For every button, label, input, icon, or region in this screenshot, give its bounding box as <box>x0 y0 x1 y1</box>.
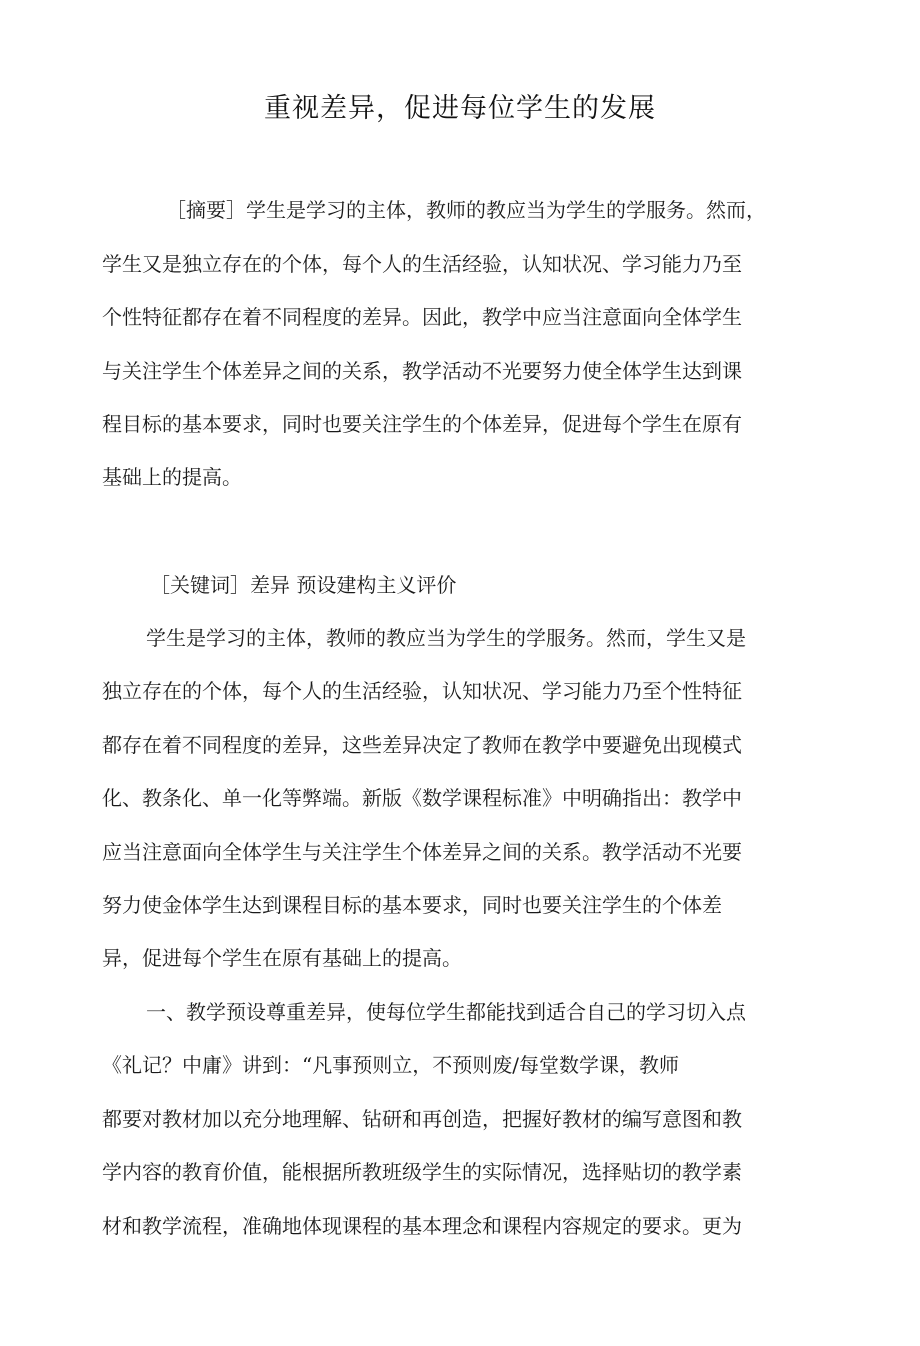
body-line: 努力使金体学生达到课程目标的基本要求，同时也要关注学生的个体差 <box>102 893 722 917</box>
abstract-line: 学生又是独立存在的个体，每个人的生活经验，认知状况、学习能力乃至 <box>102 252 742 276</box>
body-line: 学生是学习的主体，教师的教应当为学生的学服务。然而，学生又是 <box>146 626 746 650</box>
document-title: 重视差异，促进每位学生的发展 <box>264 93 656 124</box>
section-line: 都要对教材加以充分地理解、钻研和再创造，把握好教材的编写意图和教 <box>102 1107 742 1131</box>
body-line: 化、教条化、单一化等弊端。新版《数学课程标准》中明确指出：教学中 <box>102 786 742 810</box>
body-line: 独立存在的个体，每个人的生活经验，认知状况、学习能力乃至个性特征 <box>102 679 742 703</box>
abstract-line: 个性特征都存在着不同程度的差异。因此，教学中应当注意面向全体学生 <box>102 305 742 329</box>
section-line: 材和教学流程，准确地体现课程的基本理念和课程内容规定的要求。更为 <box>102 1214 742 1238</box>
abstract-line: 基础上的提高。 <box>102 465 242 489</box>
body-line: 异，促进每个学生在原有基础上的提高。 <box>102 946 462 970</box>
section-heading: 一、教学预设尊重差异，使每位学生都能找到适合自己的学习切入点 <box>146 1000 746 1024</box>
abstract-line: ［摘要］学生是学习的主体，教师的教应当为学生的学服务。然而， <box>166 198 766 222</box>
abstract-line: 与关注学生个体差异之间的关系，教学活动不光要努力使全体学生达到课 <box>102 359 742 383</box>
keywords-line: ［关键词］差异 预设建构主义评价 <box>150 573 457 597</box>
body-line: 都存在着不同程度的差异，这些差异决定了教师在教学中要避免出现模式 <box>102 733 742 757</box>
abstract-line: 程目标的基本要求，同时也要关注学生的个体差异，促进每个学生在原有 <box>102 412 742 436</box>
section-line: 学内容的教育价值，能根据所教班级学生的实际情况，选择贴切的教学素 <box>102 1160 742 1184</box>
body-line: 应当注意面向全体学生与关注学生个体差异之间的关系。教学活动不光要 <box>102 840 742 864</box>
section-line: 《礼记？中庸》讲到：“凡事预则立，不预则废/每堂数学课，教师 <box>102 1053 679 1077</box>
